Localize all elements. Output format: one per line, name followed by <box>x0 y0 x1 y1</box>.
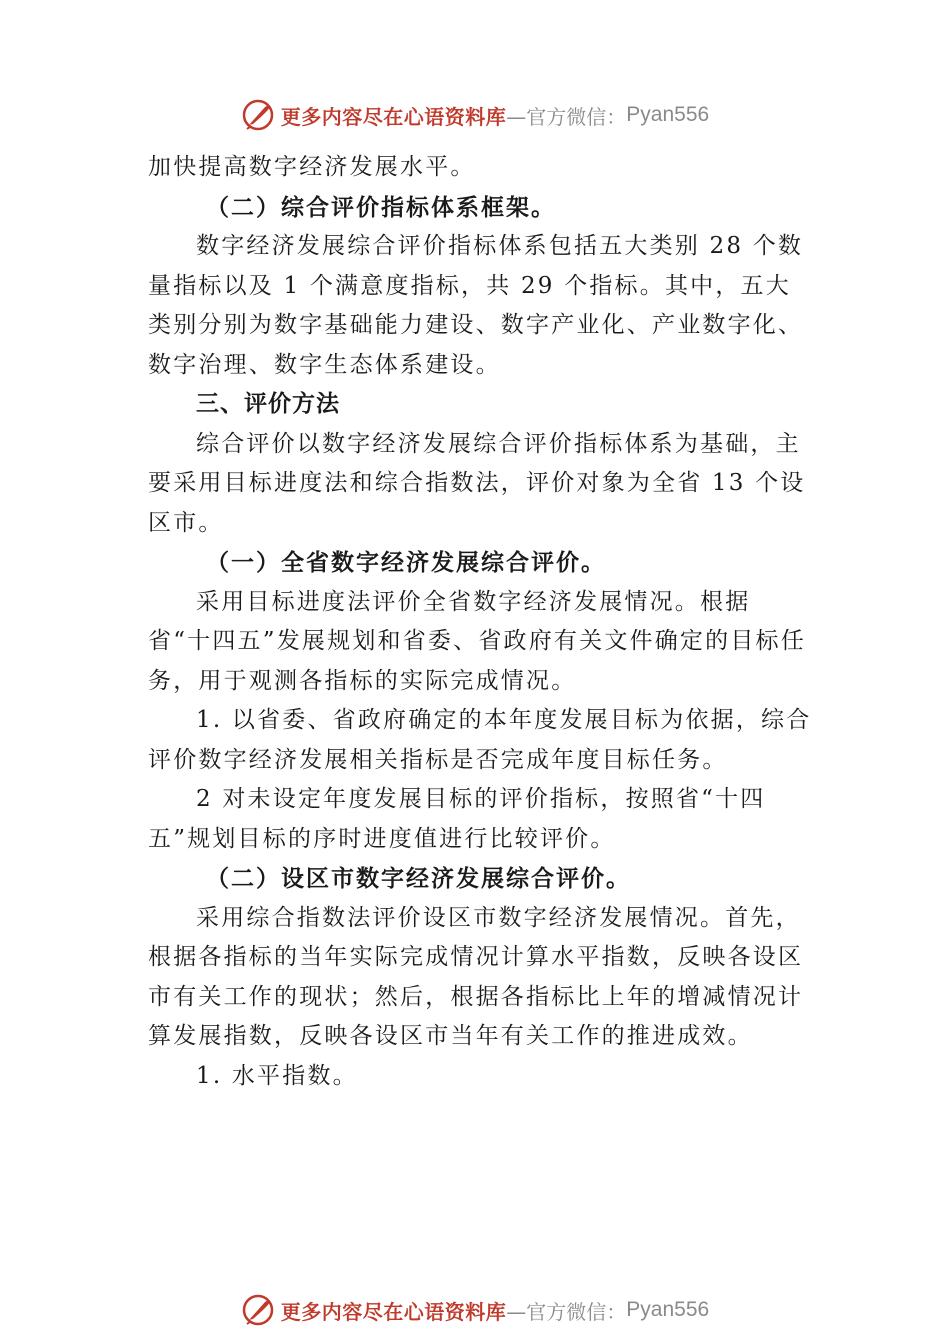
quill-pen-logo-icon <box>241 1293 275 1327</box>
watermark-text-red: 更多内容尽在心语资料库 <box>280 104 507 129</box>
paragraph: 综合评价以数字经济发展综合评价指标体系为基础，主要采用目标进度法和综合指数法，评价对象为全省 13 个设区市。 <box>148 430 806 536</box>
footer-watermark <box>0 1290 950 1330</box>
paragraph: 数字经济发展综合评价指标体系包括五大类别 28 个数量指标以及 1 个满意度指标，共 29 个指标。其中，五大类别分别为数字基础能力建设、数字产业化、产业数字化、数字治理、数字生态体系建设。 <box>148 233 804 378</box>
watermark-text-gray: —官方微信： <box>506 104 627 129</box>
watermark-wechat-id: Pyan556 <box>626 103 710 126</box>
watermark-text-gray: —官方微信： <box>506 1299 627 1324</box>
paragraph: 采用综合指数法评价设区市数字经济发展情况。首先，根据各指标的当年实际完成情况计算水平指数，反映各设区市有关工作的现状；然后，根据各指标比上年的增减情况计算发展指数，反映各设区市当年有关工作的推进成效。 <box>148 904 804 1049</box>
watermark-text-red: 更多内容尽在心语资料库 <box>280 1299 507 1324</box>
header-watermark <box>0 95 950 135</box>
list-item: 1. 以省委、省政府确定的本年度发展目标为依据，综合评价数字经济发展相关指标是否完成年度目标任务。 <box>148 707 812 773</box>
quill-pen-logo-icon <box>241 98 275 132</box>
section-heading: （一）全省数字经济发展综合评价。 <box>206 549 606 576</box>
section-heading: （二）设区市数字经济发展综合评价。 <box>206 865 631 892</box>
chapter-heading: 三、评价方法 <box>196 391 340 417</box>
paragraph: 加快提高数字经济发展水平。 <box>148 154 476 180</box>
list-item: 2 对未设定年度发展目标的评价指标，按照省“十四五”规划目标的序时进度值进行比较评价。 <box>148 786 766 852</box>
document-body <box>148 148 813 1096</box>
paragraph: 采用目标进度法评价全省数字经济发展情况。根据省“十四五”发展规划和省委、省政府有关文件确定的目标任务，用于观测各指标的实际完成情况。 <box>148 588 806 694</box>
watermark-wechat-id: Pyan556 <box>626 1298 710 1321</box>
list-item: 1. 水平指数。 <box>196 1062 358 1089</box>
section-heading: （二）综合评价指标体系框架。 <box>206 193 556 221</box>
